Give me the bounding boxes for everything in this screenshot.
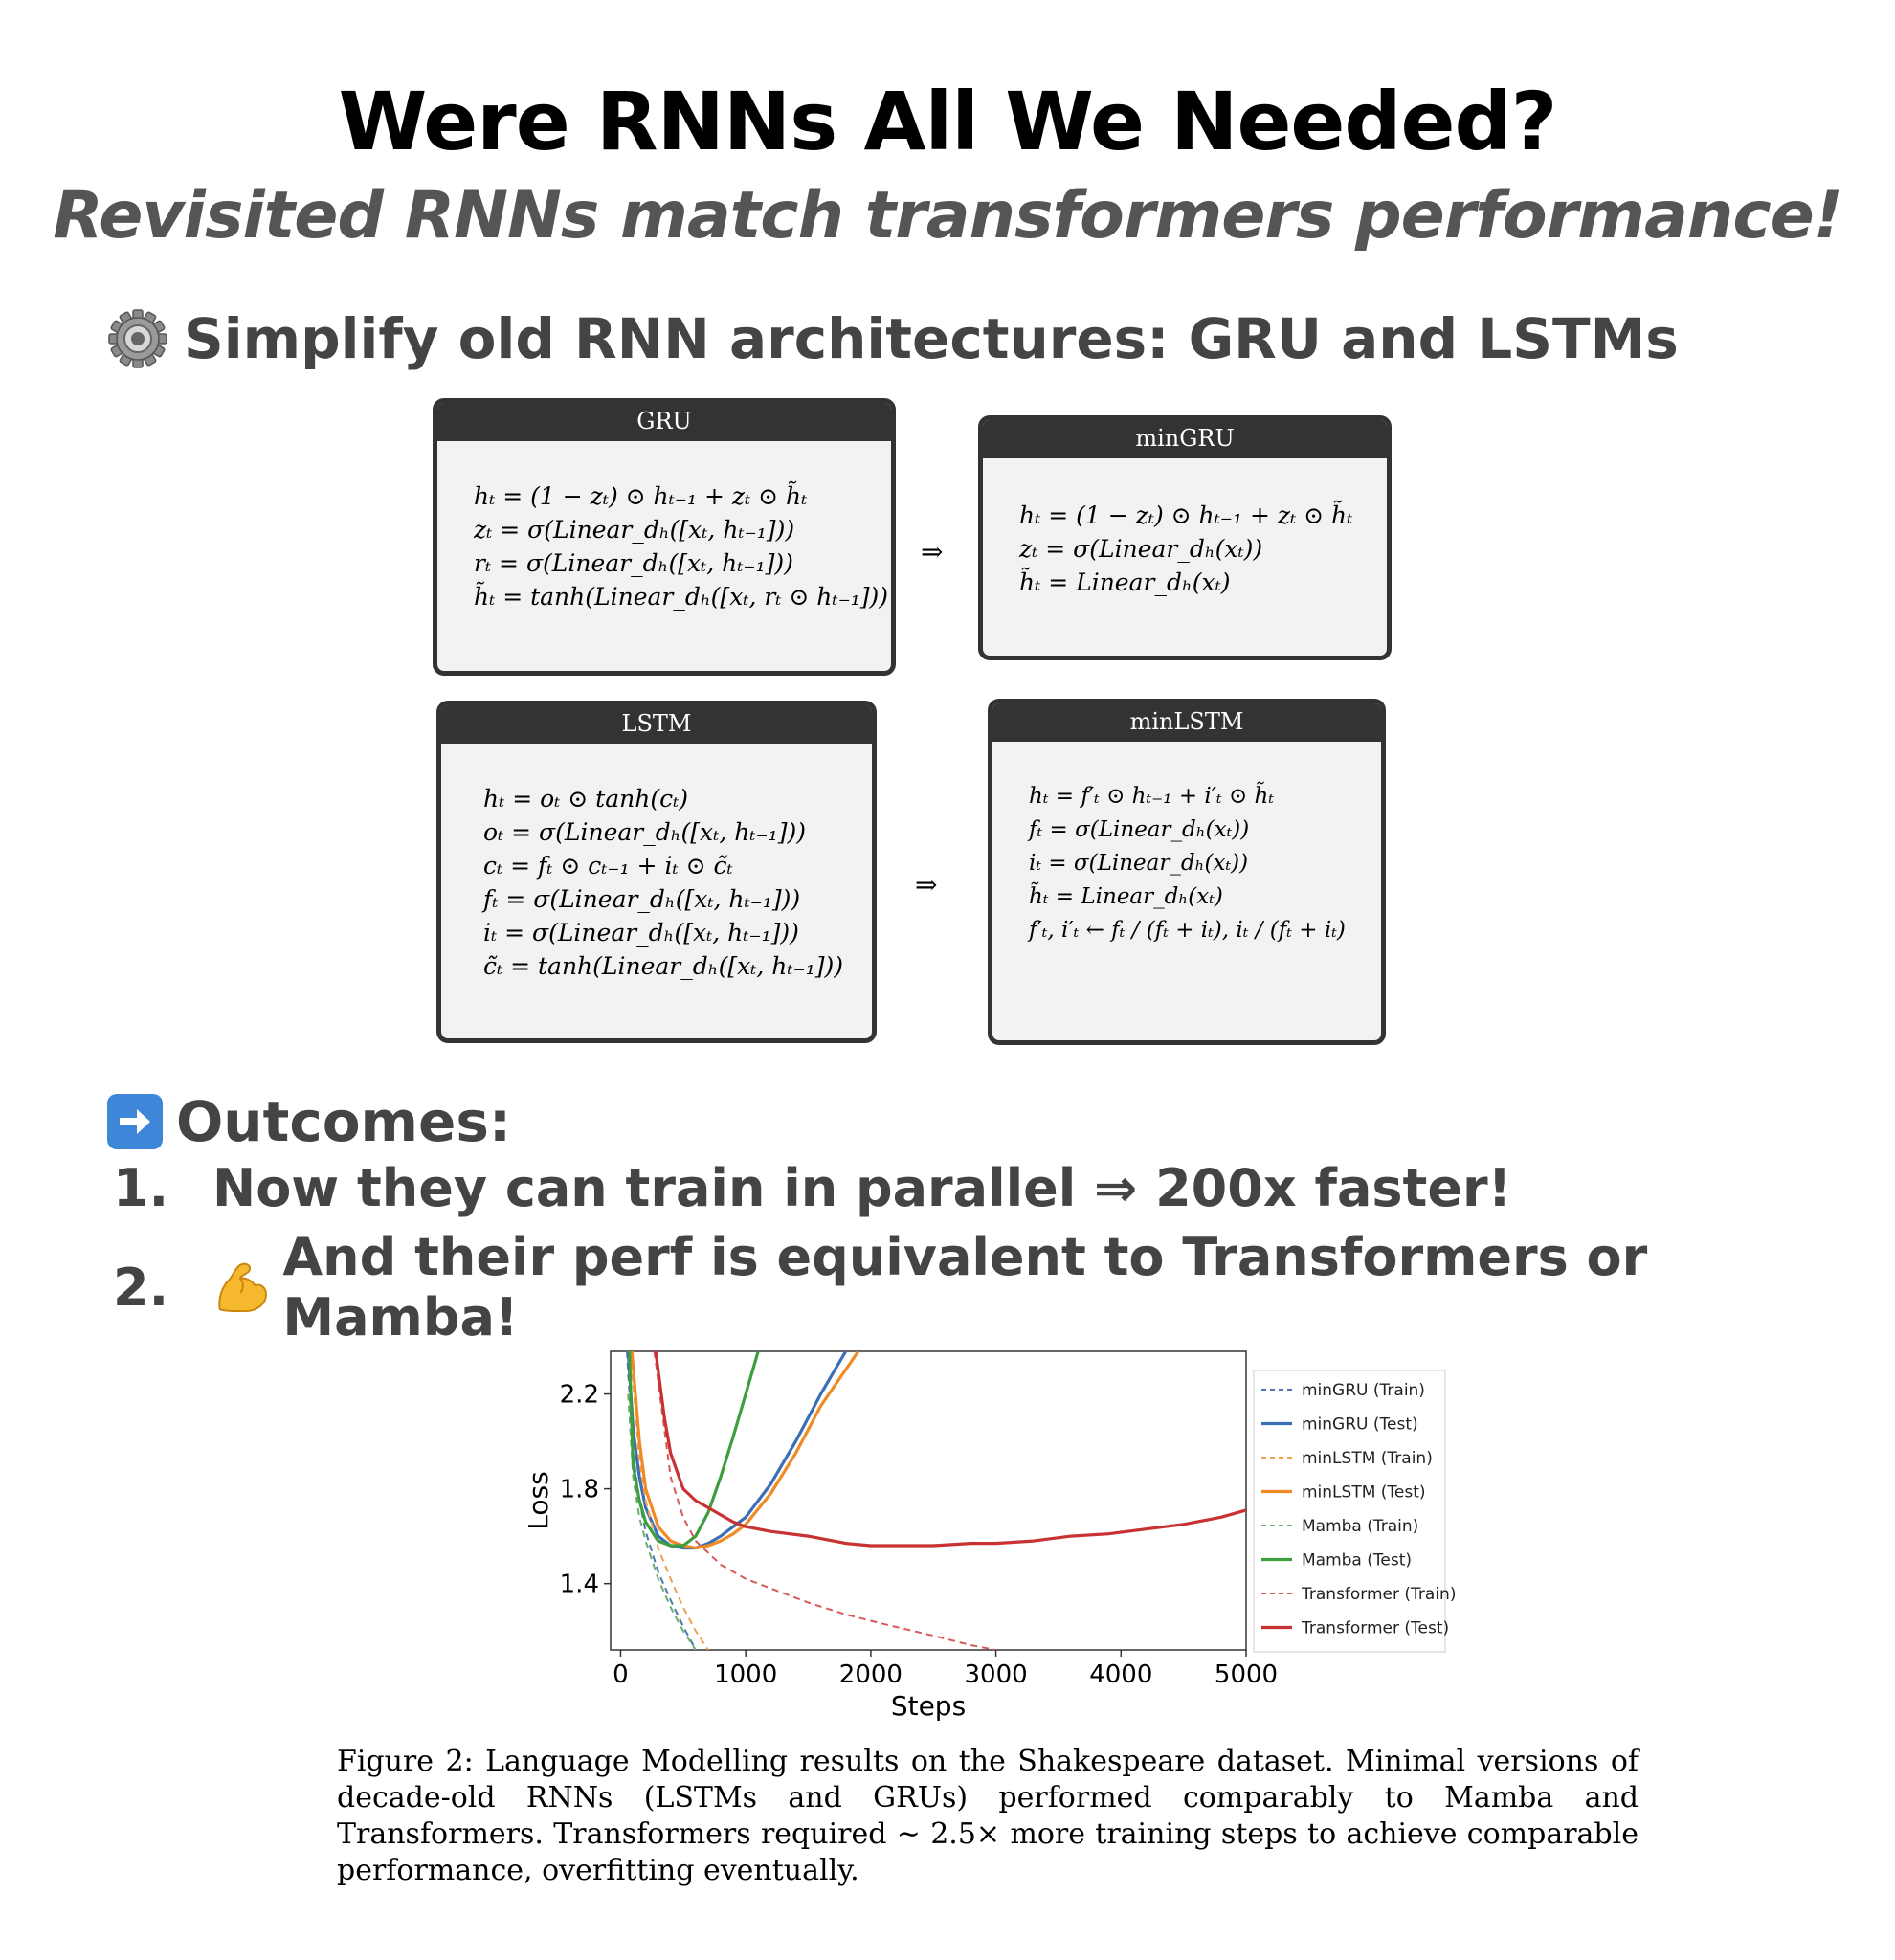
minlstm-box bbox=[988, 699, 1386, 1045]
legend-box bbox=[1254, 1370, 1445, 1652]
legend-label: Mamba (Test) bbox=[1302, 1550, 1412, 1570]
section-outcomes-heading bbox=[107, 1089, 511, 1154]
mingru-eq-2: zₜ = σ(Linear_dₕ(xₜ)) bbox=[1019, 535, 1263, 563]
lstm-eq-1: hₜ = oₜ ⊙ tanh(cₜ) bbox=[483, 785, 688, 813]
lstm-eq-5: iₜ = σ(Linear_dₕ([xₜ, hₜ₋₁])) bbox=[483, 919, 799, 947]
loss-chart-svg bbox=[517, 1340, 1455, 1742]
lstm-box bbox=[436, 701, 877, 1043]
lstm-eq-2: oₜ = σ(Linear_dₕ([xₜ, hₜ₋₁])) bbox=[483, 818, 806, 846]
legend-label: Mamba (Train) bbox=[1302, 1517, 1419, 1536]
y-axis-label: Loss bbox=[523, 1471, 554, 1530]
minlstm-eq-1: hₜ = f′ₜ ⊙ hₜ₋₁ + i′ₜ ⊙ h̃ₜ bbox=[1029, 784, 1275, 809]
minlstm-eq-4: h̃ₜ = Linear_dₕ(xₜ) bbox=[1029, 884, 1223, 909]
lstm-eq-6: c̃ₜ = tanh(Linear_dₕ([xₜ, hₜ₋₁])) bbox=[483, 952, 843, 980]
gru-implies-arrow: ⇒ bbox=[921, 536, 944, 568]
outcome-text-1: Now they can train in parallel ⇒ 200x faster! bbox=[212, 1158, 1512, 1218]
mingru-eq-1: hₜ = (1 − zₜ) ⊙ hₜ₋₁ + zₜ ⊙ h̃ₜ bbox=[1019, 501, 1353, 529]
minlstm-eq-3: iₜ = σ(Linear_dₕ(xₜ)) bbox=[1029, 851, 1249, 876]
flexed-biceps-icon bbox=[212, 1258, 272, 1317]
x-tick-label: 1000 bbox=[714, 1660, 778, 1689]
legend-label: minLSTM (Train) bbox=[1302, 1449, 1433, 1468]
gru-box-title: GRU bbox=[437, 403, 891, 441]
lstm-eq-3: cₜ = fₜ ⊙ cₜ₋₁ + iₜ ⊙ c̃ₜ bbox=[483, 852, 733, 880]
gru-box bbox=[433, 398, 896, 676]
x-tick-label: 2000 bbox=[838, 1660, 903, 1689]
legend-label: minLSTM (Test) bbox=[1302, 1482, 1426, 1503]
outcome-item-1 bbox=[113, 1158, 1511, 1218]
x-tick-label: 3000 bbox=[964, 1660, 1028, 1689]
x-tick-label: 4000 bbox=[1089, 1660, 1153, 1689]
loss-chart bbox=[517, 1340, 1455, 1742]
gru-eq-2: zₜ = σ(Linear_dₕ([xₜ, hₜ₋₁])) bbox=[474, 516, 795, 544]
legend-label: minGRU (Test) bbox=[1302, 1414, 1418, 1435]
gru-eq-4: h̃ₜ = tanh(Linear_dₕ([xₜ, rₜ ⊙ hₜ₋₁])) bbox=[474, 583, 889, 611]
lstm-implies-arrow: ⇒ bbox=[915, 869, 938, 901]
outcome-number-2: 2. bbox=[113, 1257, 169, 1318]
legend-label: minGRU (Train) bbox=[1302, 1381, 1425, 1400]
plot-area-frame bbox=[611, 1351, 1246, 1650]
gru-eq-1: hₜ = (1 − zₜ) ⊙ hₜ₋₁ + zₜ ⊙ h̃ₜ bbox=[474, 482, 808, 510]
lstm-box-title: LSTM bbox=[441, 705, 872, 744]
gru-eq-3: rₜ = σ(Linear_dₕ([xₜ, hₜ₋₁])) bbox=[474, 549, 793, 577]
x-axis-label: Steps bbox=[890, 1690, 967, 1722]
mingru-box bbox=[978, 415, 1392, 660]
section-outcomes-text: Outcomes: bbox=[176, 1089, 512, 1154]
mingru-eq-3: h̃ₜ = Linear_dₕ(xₜ) bbox=[1019, 568, 1231, 596]
figure-caption: Figure 2: Language Modelling results on the Shakespeare dataset. Minimal versions of decade-old RNNs (LSTMs and GRUs) performed comparably to Mamba and Transformers. Transformers required ∼ 2.5× more training steps to achieve comparable performance, overfitting eventually. bbox=[337, 1745, 1639, 1887]
y-tick-label: 1.8 bbox=[559, 1475, 599, 1504]
x-tick-label: 5000 bbox=[1214, 1660, 1279, 1689]
right-arrow-icon bbox=[107, 1094, 163, 1149]
mingru-box-title: minGRU bbox=[983, 420, 1387, 458]
minlstm-box-title: minLSTM bbox=[992, 703, 1381, 742]
legend-label: Transformer (Test) bbox=[1302, 1618, 1450, 1638]
lstm-eq-4: fₜ = σ(Linear_dₕ([xₜ, hₜ₋₁])) bbox=[483, 885, 801, 913]
x-tick-label: 0 bbox=[613, 1660, 629, 1689]
y-tick-label: 2.2 bbox=[559, 1380, 599, 1410]
legend-label: Transformer (Train) bbox=[1302, 1585, 1455, 1604]
outcome-item-2 bbox=[113, 1227, 1895, 1348]
page-subtitle: Revisited RNNs match transformers performance! bbox=[53, 178, 1842, 254]
page-title: Were RNNs All We Needed? bbox=[338, 75, 1557, 168]
minlstm-eq-2: fₜ = σ(Linear_dₕ(xₜ)) bbox=[1029, 817, 1250, 842]
y-tick-label: 1.4 bbox=[559, 1570, 599, 1599]
minlstm-eq-5: f′ₜ, i′ₜ ← fₜ / (fₜ + iₜ), iₜ / (fₜ + iₜ) bbox=[1029, 918, 1346, 943]
outcome-text-2: And their perf is equivalent to Transformers or Mamba! bbox=[282, 1227, 1648, 1348]
section-simplify-heading bbox=[107, 306, 1679, 371]
outcome-number-1: 1. bbox=[113, 1158, 169, 1218]
gear-icon bbox=[107, 308, 168, 369]
section-simplify-text: Simplify old RNN architectures: GRU and LSTMs bbox=[184, 306, 1679, 371]
